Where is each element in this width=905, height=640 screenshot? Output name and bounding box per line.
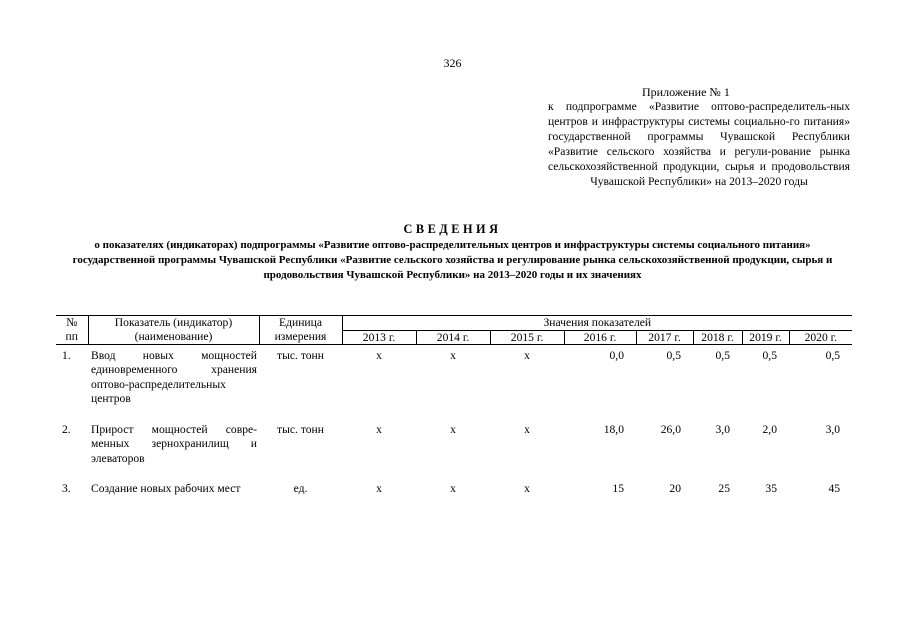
value-cell: х: [524, 482, 530, 495]
value-cell: х: [450, 349, 456, 362]
value-cell: 15: [612, 482, 624, 495]
value-cell: 0,5: [666, 349, 681, 362]
indicators-table: [56, 315, 852, 522]
value-cell: 26,0: [660, 423, 681, 436]
indicator-name: Создание новых рабочих мест: [91, 482, 241, 495]
header-year: 2018 г.: [693, 330, 742, 345]
value-cell: 0,0: [609, 349, 624, 362]
header-year: 2017 г.: [636, 330, 693, 345]
value-cell: х: [376, 349, 382, 362]
value-cell: 18,0: [603, 423, 624, 436]
value-cell: 45: [828, 482, 841, 495]
value-cell: 0,5: [762, 349, 777, 362]
row-number: 1.: [62, 349, 71, 362]
value-cell: 20: [669, 482, 681, 495]
value-cell: 25: [718, 482, 730, 495]
indicator-name: Прирост мощностей совре-менных зернохранилищ и элеваторов: [91, 423, 257, 465]
value-cell: х: [450, 423, 456, 436]
value-cell: х: [450, 482, 456, 495]
value-cell: х: [524, 349, 530, 362]
unit-cell: тыс. тонн: [277, 423, 324, 436]
indicator-name: Ввод новых мощностей единовременного хранения оптово-распределительных центров: [91, 349, 257, 406]
header-num: №: [56, 316, 88, 331]
header-year: 2019 г.: [742, 330, 789, 345]
header-year: 2014 г.: [416, 330, 490, 345]
row-number: 2.: [62, 423, 71, 436]
header-year: 2013 г.: [342, 330, 416, 345]
row-number: 3.: [62, 482, 71, 495]
header-year: 2016 г.: [564, 330, 636, 345]
value-cell: 3,0: [715, 423, 730, 436]
value-cell: х: [524, 423, 530, 436]
document-heading: СВЕДЕНИЯ: [403, 222, 502, 236]
table-row: [56, 345, 852, 420]
unit-cell: тыс. тонн: [277, 349, 324, 362]
table-row: [56, 478, 852, 522]
table-row: [56, 419, 852, 478]
header-values: Значения показателей: [342, 316, 852, 331]
unit-cell: ед.: [293, 482, 308, 495]
header-name-sub: (наименование): [88, 330, 259, 345]
header-name: Показатель (индикатор): [88, 316, 259, 331]
value-cell: 0,5: [825, 349, 841, 362]
value-cell: 0,5: [715, 349, 730, 362]
header-unit-sub: измерения: [259, 330, 342, 345]
value-cell: 35: [765, 482, 777, 495]
value-cell: 3,0: [825, 423, 841, 436]
header-unit: Единица: [259, 316, 342, 331]
header-year: 2015 г.: [490, 330, 564, 345]
appendix-title: Приложение № 1: [642, 85, 730, 99]
value-cell: 2,0: [762, 423, 777, 436]
page-number: 326: [443, 56, 462, 70]
value-cell: х: [376, 482, 382, 495]
header-num-sub: пп: [56, 330, 88, 345]
value-cell: х: [376, 423, 382, 436]
header-year: 2020 г.: [789, 330, 852, 345]
document-subheading: о показателях (индикаторах) подпрограммы «Развитие оптово-распределительных центров и инфраструктуры системы социального питания» государственной программы Чувашской Республики «Развитие сельского хозяйства и регулирование рынка сельскохозяйственной продукции, сырья и продовольствия Чувашской Республики» на 2013–2020 годы и их значениях: [72, 239, 833, 282]
appendix-text: к подпрограмме «Развитие оптово-распределитель-ных центров и инфраструктуры системы социально-го питания» государственной программы Чувашской Республики «Развитие сельского хозяйства и регули-рование рынка сельскохозяйственной продукции, сырья и продовольствия Чувашской Республики» на 2013–2020 годы: [548, 100, 850, 189]
